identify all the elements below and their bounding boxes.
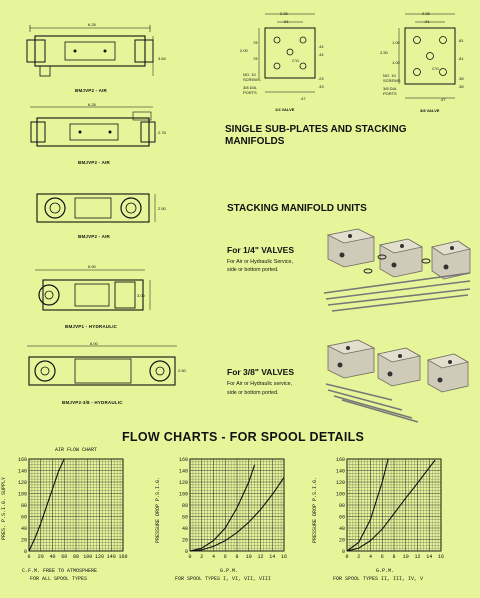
note-cyl: CYL bbox=[292, 58, 300, 63]
x-tick-label: 60 bbox=[61, 554, 68, 560]
note-ports-2: PORTS bbox=[383, 91, 397, 96]
y-tick-label: 140 bbox=[178, 468, 188, 475]
note-ports-2: PORTS bbox=[243, 90, 257, 95]
dim-c: .81 bbox=[458, 38, 464, 43]
air-flow-plot bbox=[17, 456, 128, 560]
x-tick-label: 16 bbox=[280, 554, 288, 560]
y-tick-label: 40 bbox=[338, 525, 345, 532]
x-tick-label: 160 bbox=[118, 554, 128, 560]
drawing-label: BMJVP2-3/8 - HYDRAULIC bbox=[62, 400, 123, 405]
dim-width: 6.90 bbox=[88, 264, 96, 269]
valve38-line1: For Air or Hydraulic service, bbox=[227, 381, 293, 387]
x-tick-label: 16 bbox=[437, 554, 445, 560]
heading-line-2: MANIFOLDS bbox=[225, 136, 285, 147]
x-tick-label: 8 bbox=[392, 554, 396, 560]
y-tick-label: 160 bbox=[178, 456, 188, 463]
valve-outline-2 bbox=[25, 104, 185, 154]
valve14-title: For 1/4" VALVES bbox=[227, 245, 295, 255]
x-tick-label: 4 bbox=[368, 554, 373, 560]
note-screws-1: NO. 10 bbox=[383, 73, 396, 78]
x-tick-label: 6 bbox=[223, 554, 227, 560]
section-stacking-heading: STACKING MANIFOLD UNITS bbox=[227, 203, 367, 214]
dim-side: 2.50 bbox=[380, 50, 388, 55]
dim-e: .23 bbox=[318, 76, 324, 81]
dim-height: 2.78 bbox=[158, 130, 166, 135]
x-tick-label: 10 bbox=[245, 554, 252, 560]
dim-e: .38 bbox=[458, 76, 464, 81]
x-tick-label: 140 bbox=[106, 554, 116, 560]
x-tick-label: 10 bbox=[402, 554, 409, 560]
dim-a: 1.00 bbox=[392, 40, 400, 45]
caption-three8: 3/8 VALVE bbox=[420, 108, 440, 113]
x-tick-label: 6 bbox=[380, 554, 384, 560]
x-tick-label: 8 bbox=[235, 554, 239, 560]
y-tick-label: 60 bbox=[338, 514, 345, 521]
y-axis-label: PRESSURE DROP P.S.I.G. bbox=[155, 477, 161, 544]
valve38-line2: side or bottom ported. bbox=[227, 390, 279, 396]
valve-outline-5 bbox=[15, 343, 190, 398]
y-tick-label: 120 bbox=[178, 479, 188, 486]
y-tick-label: 40 bbox=[181, 525, 188, 532]
dim-height: 2.50 bbox=[158, 206, 166, 211]
valve38-title: For 3/8" VALVES bbox=[227, 367, 295, 377]
valve-outline-4 bbox=[25, 268, 185, 328]
x-tick-label: 80 bbox=[72, 554, 80, 560]
x-tick-label: 0 bbox=[188, 554, 192, 560]
x-tick-label: 100 bbox=[83, 554, 93, 560]
y-tick-label: 100 bbox=[17, 491, 27, 498]
dim-d: .81 bbox=[458, 56, 464, 61]
drawing-label: BMJVP2 - AIR bbox=[78, 234, 110, 239]
dim-width: 6.28 bbox=[88, 22, 96, 27]
x-tick-label: 4 bbox=[211, 554, 216, 560]
dim-height: 3.64 bbox=[158, 56, 166, 61]
x-tick-label: 20 bbox=[37, 554, 44, 560]
note-cyl: CYL bbox=[432, 66, 440, 71]
dim-width: 8.00 bbox=[90, 341, 98, 346]
note-ports-1: 3/8 DIA. bbox=[383, 86, 398, 91]
manifold-14-photo bbox=[322, 225, 472, 315]
x-tick-label: 2 bbox=[200, 554, 204, 560]
dim-width: 6.28 bbox=[88, 102, 96, 107]
y-axis-label: PRESSURE DROP P.S.I.G. bbox=[312, 477, 318, 544]
y-tick-label: 120 bbox=[17, 479, 27, 486]
y-tick-label: 60 bbox=[181, 514, 188, 521]
dim-f: .38 bbox=[458, 84, 464, 89]
y-tick-label: 20 bbox=[338, 537, 345, 544]
note-ports-1: 3/8 DIA. bbox=[243, 85, 258, 90]
y-tick-label: 20 bbox=[20, 537, 27, 544]
y-tick-label: 160 bbox=[17, 456, 27, 463]
dim-d: .44 bbox=[318, 52, 324, 57]
x-tick-label: 0 bbox=[27, 554, 31, 560]
dim-g: .47 bbox=[300, 96, 306, 101]
heading-line-1: SINGLE SUB-PLATES AND STACKING bbox=[225, 124, 407, 135]
x-tick-label: 14 bbox=[426, 554, 433, 560]
y-tick-label: 160 bbox=[335, 456, 345, 463]
note-screws-2: SCREWS bbox=[383, 78, 401, 83]
valve-outline-3 bbox=[25, 186, 185, 236]
x-tick-label: 14 bbox=[269, 554, 276, 560]
x-axis-sublabel: FOR SPOOL TYPES II, III, IV, V bbox=[333, 576, 424, 582]
y-tick-label: 0 bbox=[184, 548, 188, 555]
y-tick-label: 140 bbox=[335, 468, 345, 475]
y-tick-label: 0 bbox=[341, 548, 345, 555]
x-axis-label: G.P.M. bbox=[220, 568, 239, 574]
y-tick-label: 80 bbox=[338, 502, 345, 509]
y-tick-label: 100 bbox=[335, 491, 345, 498]
y-tick-label: 40 bbox=[20, 525, 27, 532]
y-tick-label: 0 bbox=[23, 548, 27, 555]
y-tick-label: 20 bbox=[181, 537, 188, 544]
x-tick-label: 40 bbox=[49, 554, 56, 560]
x-tick-label: 12 bbox=[414, 554, 421, 560]
dim-g: .47 bbox=[440, 97, 446, 102]
x-axis-sublabel: FOR ALL SPOOL TYPES bbox=[30, 576, 88, 582]
dim-f: .33 bbox=[318, 84, 324, 89]
drawing-label: BMJVP2 - AIR bbox=[75, 88, 107, 93]
dim-a: .78 bbox=[252, 40, 258, 45]
dim-top: 2.25 bbox=[422, 11, 430, 16]
y-tick-label: 140 bbox=[17, 468, 27, 475]
spool-plot-1 bbox=[178, 456, 288, 560]
dim-height: 2.50 bbox=[178, 368, 186, 373]
drawing-label: BMJVP2 - AIR bbox=[78, 160, 110, 165]
caption-quarter: 1/4 VALVE bbox=[275, 107, 295, 112]
x-axis-label: C.F.M. FREE TO ATMOSPHERE bbox=[22, 568, 98, 574]
chart-title: AIR FLOW CHART bbox=[55, 447, 98, 453]
dim-top: 2.25 bbox=[280, 11, 288, 16]
y-tick-label: 100 bbox=[178, 491, 188, 498]
drawing-label: BMJVP1 - HYDRAULIC bbox=[65, 324, 118, 329]
x-tick-label: 2 bbox=[357, 554, 361, 560]
x-tick-label: 12 bbox=[257, 554, 264, 560]
x-tick-label: 0 bbox=[345, 554, 349, 560]
y-tick-label: 60 bbox=[20, 514, 27, 521]
y-axis-label: PRES. P.S.I.G. SUPPLY bbox=[1, 476, 7, 540]
dim-sub: .91 bbox=[424, 19, 430, 24]
section-subplates-heading bbox=[225, 124, 406, 148]
manifold-38-photo bbox=[322, 338, 472, 423]
spool-plot-2 bbox=[335, 456, 445, 560]
x-tick-label: 120 bbox=[94, 554, 105, 560]
valve14-line2: side or bottom ported. bbox=[227, 267, 279, 273]
note-screws-2: SCREWS bbox=[243, 77, 261, 82]
dim-c: .44 bbox=[318, 44, 324, 49]
flow-charts-title: FLOW CHARTS - FOR SPOOL DETAILS bbox=[122, 430, 365, 444]
dim-b: .78 bbox=[252, 56, 258, 61]
note-screws-1: NO. 10 bbox=[243, 72, 256, 77]
x-axis-sublabel: FOR SPOOL TYPES I, VI, VII, VIII bbox=[175, 576, 272, 582]
dim-sub: .91 bbox=[283, 19, 289, 24]
x-axis-label: G.P.M. bbox=[376, 568, 395, 574]
y-tick-label: 120 bbox=[335, 479, 345, 486]
dim-b: 1.00 bbox=[392, 60, 400, 65]
dim-height: 3.00 bbox=[137, 293, 145, 298]
y-tick-label: 80 bbox=[181, 502, 188, 509]
dim-side: 2.00 bbox=[240, 48, 248, 53]
valve14-line1: For Air or Hydraulic Service, bbox=[227, 259, 293, 265]
y-tick-label: 80 bbox=[20, 502, 27, 509]
